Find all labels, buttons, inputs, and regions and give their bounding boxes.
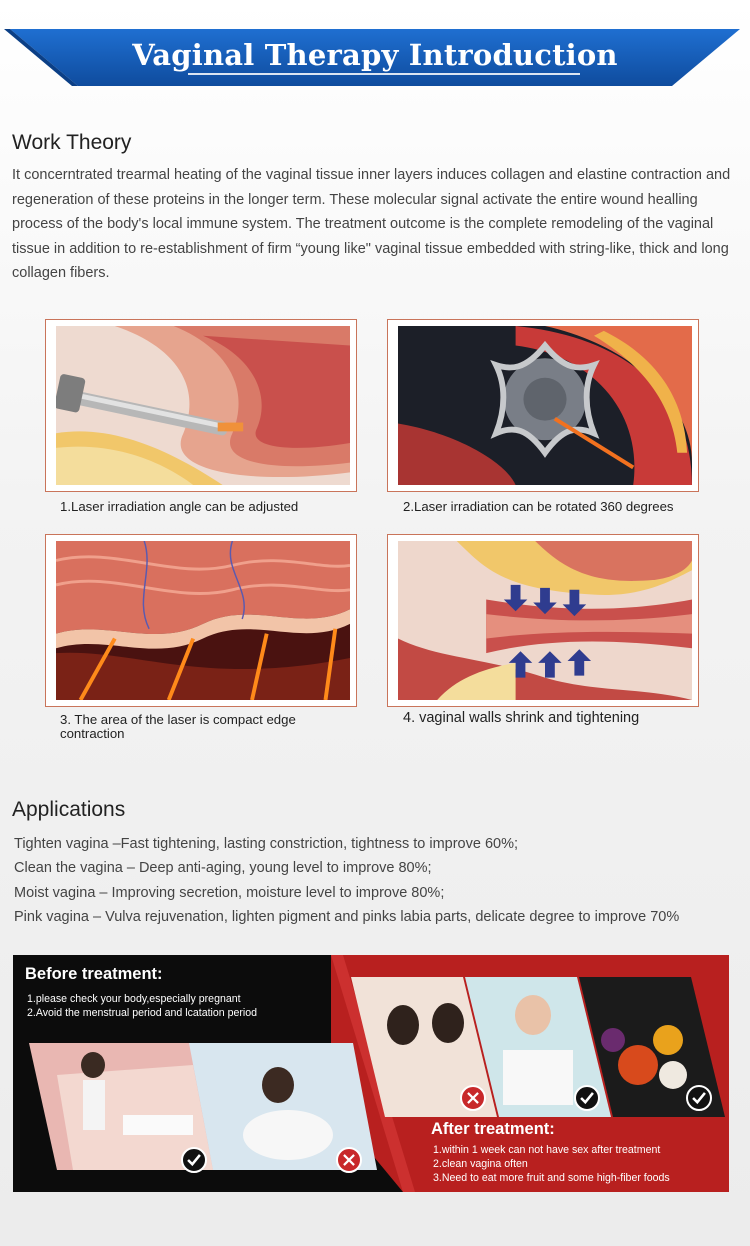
after-line-3: 3.Need to eat more fruit and some high-fiber foods (433, 1172, 670, 1184)
application-item-4: Pink vagina – Vulva rejuvenation, lighten pigment and pinks labia parts, delicate degree to improve 70% (14, 909, 680, 925)
after-line-1: 1.within 1 week can not have sex after treatment (433, 1144, 661, 1156)
after-treatment-title: After treatment: (431, 1120, 555, 1138)
laser-angle-illustration (56, 326, 350, 485)
treatment-panel-background (13, 955, 729, 1192)
application-item-1: Tighten vagina –Fast tightening, lasting constriction, tightness to improve 60%; (14, 836, 519, 852)
figure-card-1 (45, 319, 357, 492)
check-icon (181, 1147, 207, 1173)
check-icon (686, 1085, 712, 1111)
cross-icon (460, 1085, 486, 1111)
page-title: Vaginal Therapy Introduction (132, 38, 618, 72)
cross-icon (336, 1147, 362, 1173)
before-treatment-title: Before treatment: (25, 965, 163, 983)
laser-contraction-illustration (56, 541, 350, 700)
application-item-2: Clean the vagina – Deep anti-aging, young level to improve 80%; (14, 860, 432, 876)
after-line-2: 2.clean vagina often (433, 1158, 528, 1170)
figure-caption-4: 4. vaginal walls shrink and tightening (403, 710, 640, 726)
before-line-1: 1.please check your body,especially pregnant (27, 993, 241, 1005)
title-banner (0, 0, 750, 100)
applications-heading: Applications (12, 798, 126, 821)
treatment-panel (13, 955, 729, 1192)
figure-caption-3: 3. The area of the laser is compact edge contraction (60, 712, 296, 741)
figure-card-2 (387, 319, 699, 492)
figure-caption-2: 2.Laser irradiation can be rotated 360 degrees (403, 499, 674, 514)
before-line-2: 2.Avoid the menstrual period and lcatation period (27, 1007, 258, 1019)
check-icon (574, 1085, 600, 1111)
vaginal-wall-tightening-illustration (398, 541, 692, 700)
title-underline (188, 73, 580, 75)
work-theory-heading: Work Theory (12, 131, 132, 154)
application-item-3: Moist vagina – Improving secretion, moisture level to improve 80%; (14, 885, 445, 901)
figure-card-4 (387, 534, 699, 707)
figure-card-3 (45, 534, 357, 707)
figure-caption-1: 1.Laser irradiation angle can be adjusted (60, 499, 299, 514)
work-theory-text: It concerntrated trearmal heating of the vaginal tissue inner layers induces collagen and elastine contraction and regeneration of these proteins in the longer term. These molecular signal activate the entire wound healling process of the body's local immune system. The treatment outcome is the complete remodeling of the vaginal tissue in addition to re-establishment of firm “young like" vaginal tissue embedded with string-like, thick and long collagen fibers. (12, 167, 731, 281)
laser-rotation-illustration (398, 326, 692, 485)
